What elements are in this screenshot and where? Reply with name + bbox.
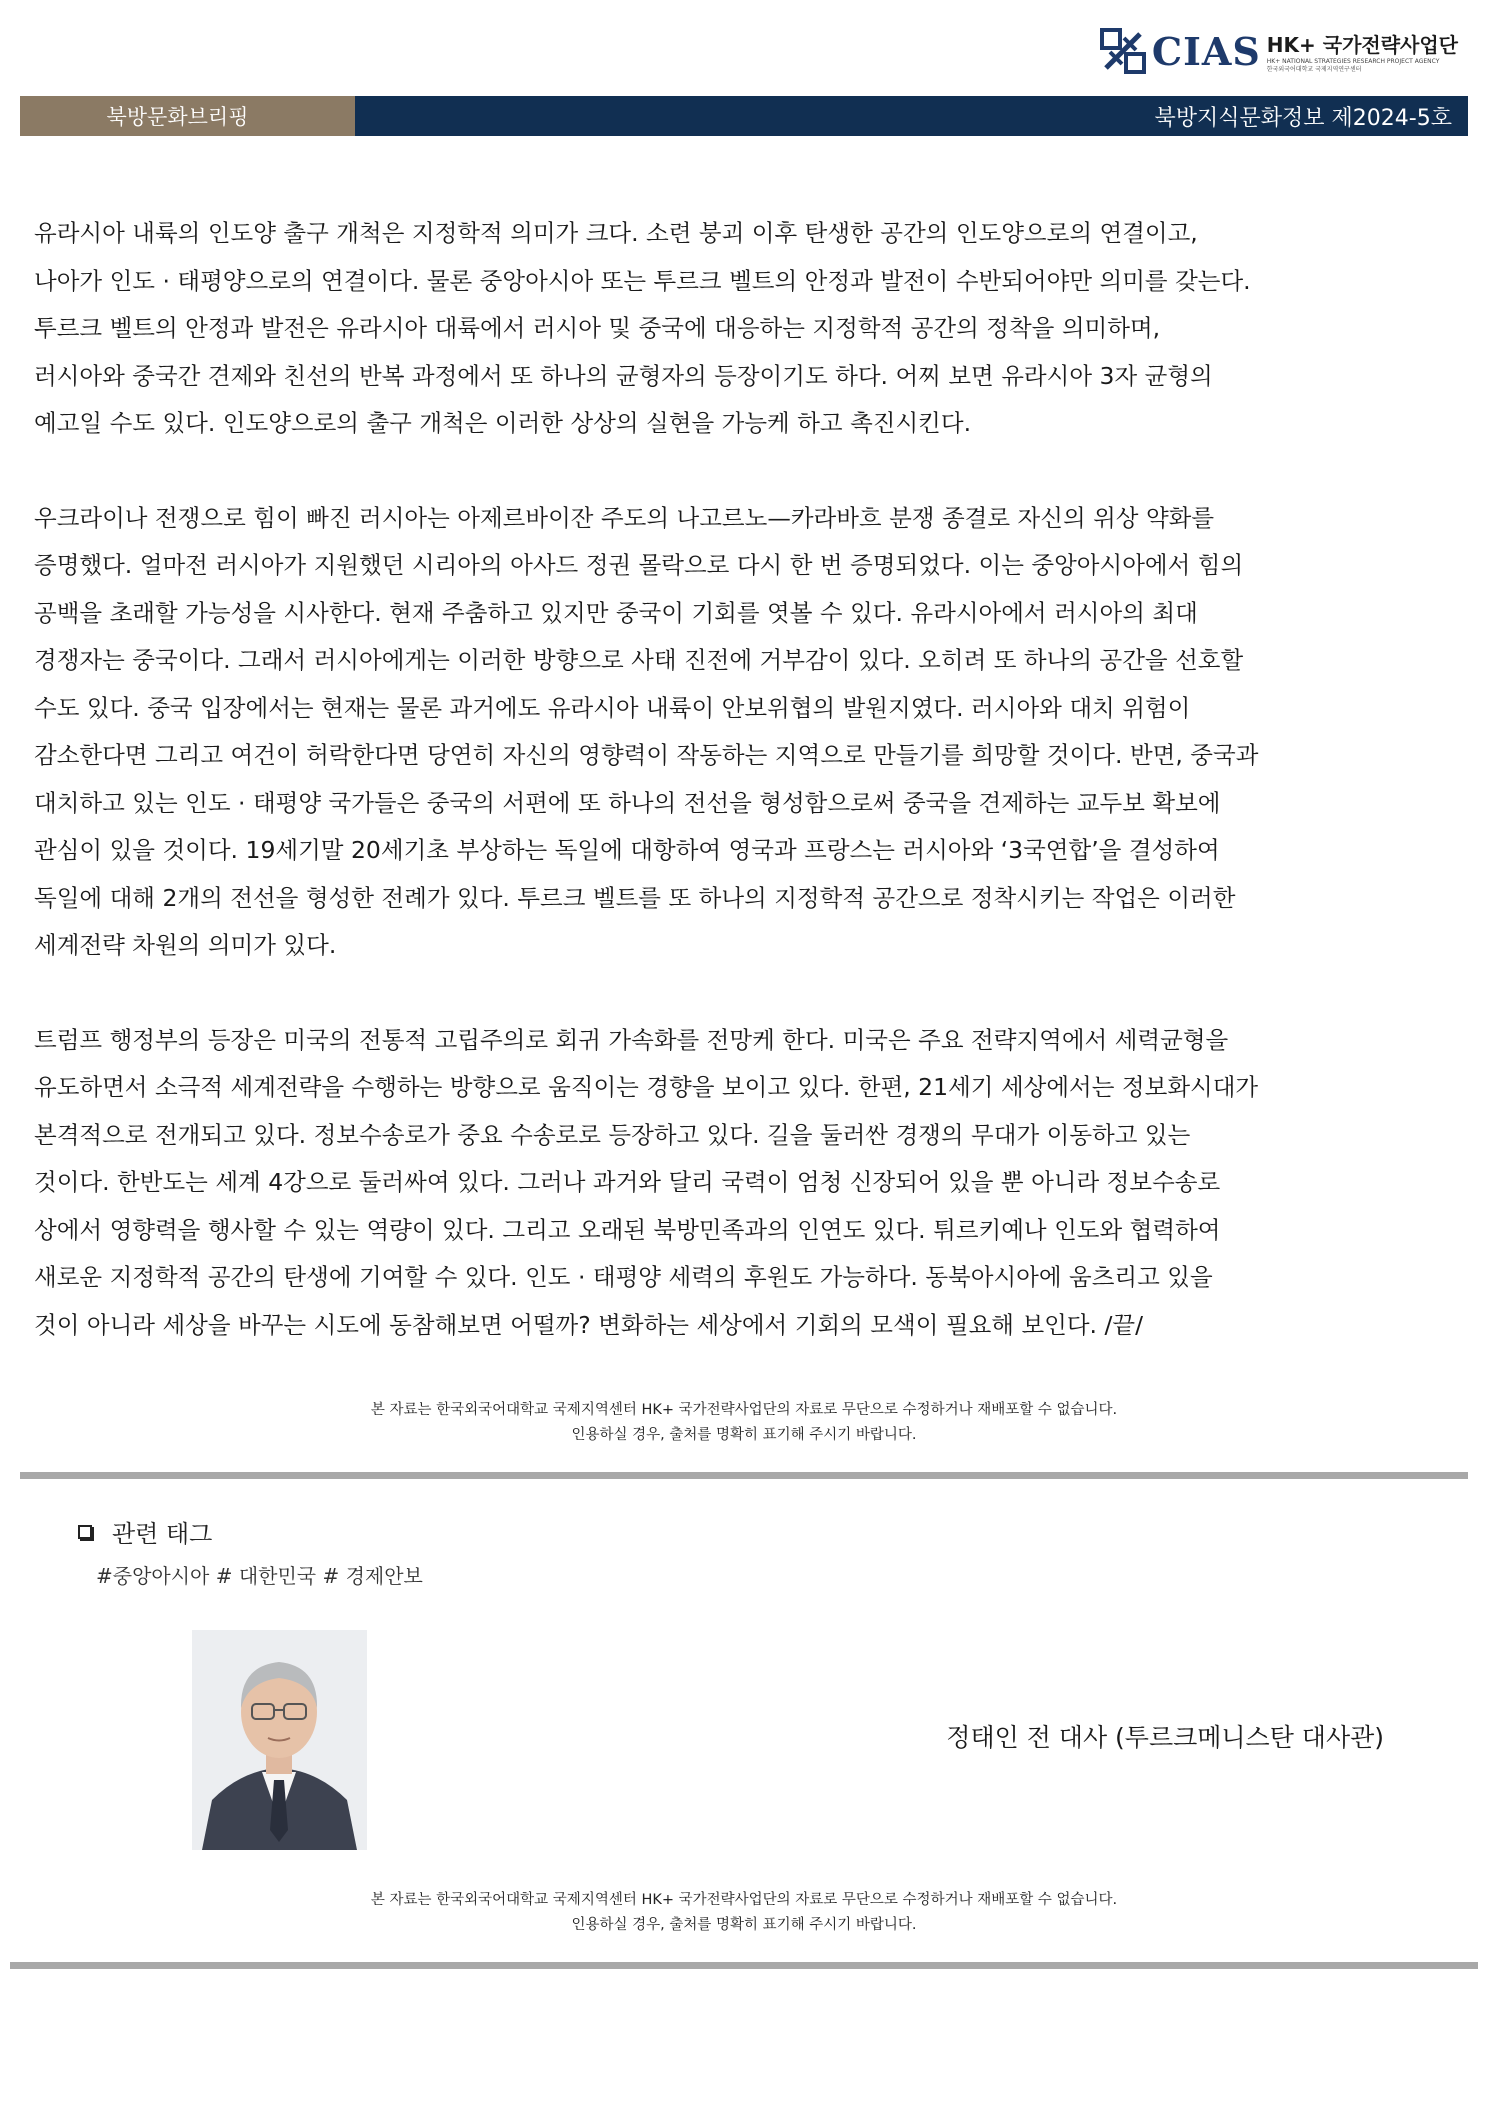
notice-line: 인용하실 경우, 출처를 명확히 표기해 주시기 바랍니다. xyxy=(571,1427,917,1443)
checkbox-bullet-icon xyxy=(78,1525,92,1539)
notice-line: 본 자료는 한국외국어대학교 국제지역센터 HK+ 국가전략사업단의 자료로 무단으로 수정하거나 재배포할 수 없습니다. xyxy=(370,1402,1118,1418)
text-line: 우크라이나 전쟁으로 힘이 빠진 러시아는 아제르바이잔 주도의 나고르노—카라바흐 분쟁 종결로 자신의 위상 약화를 xyxy=(34,503,1215,532)
text-line: 대치하고 있는 인도 · 태평양 국가들은 중국의 서편에 또 하나의 전선을 형성함으로써 중국을 견제하는 교두보 확보에 xyxy=(34,788,1221,817)
logo-cias-text: CIAS xyxy=(1151,28,1261,74)
text-line: 수도 있다. 중국 입장에서는 현재는 물론 과거에도 유라시아 내륙이 안보위협의 발원지였다. 러시아와 대치 위험이 xyxy=(34,693,1191,722)
text-line: 것이다. 한반도는 세계 4강으로 둘러싸여 있다. 그러나 과거와 달리 국력이 엄청 신장되어 있을 뿐 아니라 정보수송로 xyxy=(34,1168,1221,1196)
text-line: 증명했다. 얼마전 러시아가 지원했던 시리아의 아사드 정권 몰락으로 다시 한 번 증명되었다. 이는 중앙아시아에서 힘의 xyxy=(34,551,1244,579)
text-line: 투르크 벨트의 안정과 발전은 유라시아 대륙에서 러시아 및 중국에 대응하는 지정학적 공간의 정착을 의미하며, xyxy=(34,314,1161,342)
text-line: 예고일 수도 있다. 인도양으로의 출구 개척은 이러한 상상의 실현을 가능케 하고 촉진시킨다. xyxy=(34,409,972,437)
cias-logo xyxy=(1100,28,1458,74)
cias-logo-mark-icon xyxy=(1100,28,1146,74)
text-line: 공백을 초래할 가능성을 시사한다. 현재 주춤하고 있지만 중국이 기회를 엿볼 수 있다. 유라시아에서 러시아의 최대 xyxy=(34,598,1198,627)
logo-title: HK+ 국가전략사업단 xyxy=(1266,32,1458,57)
text-line: 독일에 대해 2개의 전선을 형성한 전례가 있다. 투르크 벨트를 또 하나의 지정학적 공간으로 정착시키는 작업은 이러한 xyxy=(34,883,1236,912)
author-portrait-icon xyxy=(192,1630,367,1850)
paragraph-2 xyxy=(34,495,1459,970)
text-line: 트럼프 행정부의 등장은 미국의 전통적 고립주의로 회귀 가속화를 전망케 한다. 미국은 주요 전략지역에서 세력균형을 xyxy=(34,1025,1229,1054)
series-label: 북방문화브리핑 xyxy=(20,96,355,136)
related-tags-heading xyxy=(78,1514,212,1549)
paragraph-1 xyxy=(34,210,1459,448)
text-line: 유도하면서 소극적 세계전략을 수행하는 방향으로 움직이는 경향을 보이고 있다. 한편, 21세기 세상에서는 정보화시대가 xyxy=(34,1073,1259,1101)
text-line: 경쟁자는 중국이다. 그래서 러시아에게는 이러한 방향으로 사태 진전에 거부감이 있다. 오히려 또 하나의 공간을 선호할 xyxy=(34,646,1244,674)
paragraph-3 xyxy=(34,1017,1459,1350)
text-line: 관심이 있을 것이다. 19세기말 20세기초 부상하는 독일에 대항하여 영국과 프랑스는 러시아와 ‘3국연합’을 결성하여 xyxy=(34,836,1220,864)
issue-label: 북방지식문화정보 제2024-5호 xyxy=(355,96,1468,136)
notice-line: 본 자료는 한국외국어대학교 국제지역센터 HK+ 국가전략사업단의 자료로 무단으로 수정하거나 재배포할 수 없습니다. xyxy=(370,1892,1118,1908)
author-photo xyxy=(192,1630,367,1850)
text-line: 상에서 영향력을 행사할 수 있는 역량이 있다. 그리고 오래된 북방민족과의 인연도 있다. 튀르키예나 인도와 협력하여 xyxy=(34,1215,1221,1244)
text-line: 것이 아니라 세상을 바꾸는 시도에 동참해보면 어떨까? 변화하는 세상에서 기회의 모색이 필요해 보인다. /끝/ xyxy=(34,1310,1144,1339)
divider-footer xyxy=(10,1962,1478,1969)
divider xyxy=(20,1472,1468,1479)
text-line: 감소한다면 그리고 여건이 허락한다면 당연히 자신의 영향력이 작동하는 지역으로 만들기를 희망할 것이다. 반면, 중국과 xyxy=(34,741,1259,769)
text-line: 세계전략 차원의 의미가 있다. xyxy=(34,931,337,959)
text-line: 유라시아 내륙의 인도양 출구 개척은 지정학적 의미가 크다. 소련 붕괴 이후 탄생한 공간의 인도양으로의 연결이고, xyxy=(34,219,1198,247)
logo-subtitle-ko: 한국외국어대학교 국제지역연구센터 xyxy=(1266,65,1362,73)
text-line: 러시아와 중국간 견제와 친선의 반복 과정에서 또 하나의 균형자의 등장이기도 하다. 어찌 보면 유라시아 3자 균형의 xyxy=(34,361,1213,390)
notice-line: 인용하실 경우, 출처를 명확히 표기해 주시기 바랍니다. xyxy=(571,1917,917,1933)
tag-list: #중앙아시아 # 대한민국 # 경제안보 xyxy=(96,1564,423,1588)
author-name: 정태인 전 대사 (투르크메니스탄 대사관) xyxy=(946,1723,1384,1752)
text-line: 새로운 지정학적 공간의 탄생에 기여할 수 있다. 인도 · 태평양 세력의 후원도 가능하다. 동북아시아에 움츠리고 있을 xyxy=(34,1263,1213,1291)
text-line: 나아가 인도 · 태평양으로의 연결이다. 물론 중앙아시아 또는 투르크 벨트의 안정과 발전이 수반되어야만 의미를 갖는다. xyxy=(34,266,1251,295)
header-band xyxy=(20,96,1468,136)
text-line: 본격적으로 전개되고 있다. 정보수송로가 중요 수송로로 등장하고 있다. 길을 둘러싼 경쟁의 무대가 이동하고 있는 xyxy=(34,1120,1191,1149)
copyright-notice xyxy=(0,1398,1488,1448)
logo-subtitle-en: HK+ NATIONAL STRATEGIES RESEARCH PROJECT AGENCY xyxy=(1266,57,1440,65)
article-body xyxy=(34,210,1459,1396)
copyright-notice-footer xyxy=(0,1888,1488,1938)
tags-heading-label: 관련 태그 xyxy=(112,1520,213,1548)
